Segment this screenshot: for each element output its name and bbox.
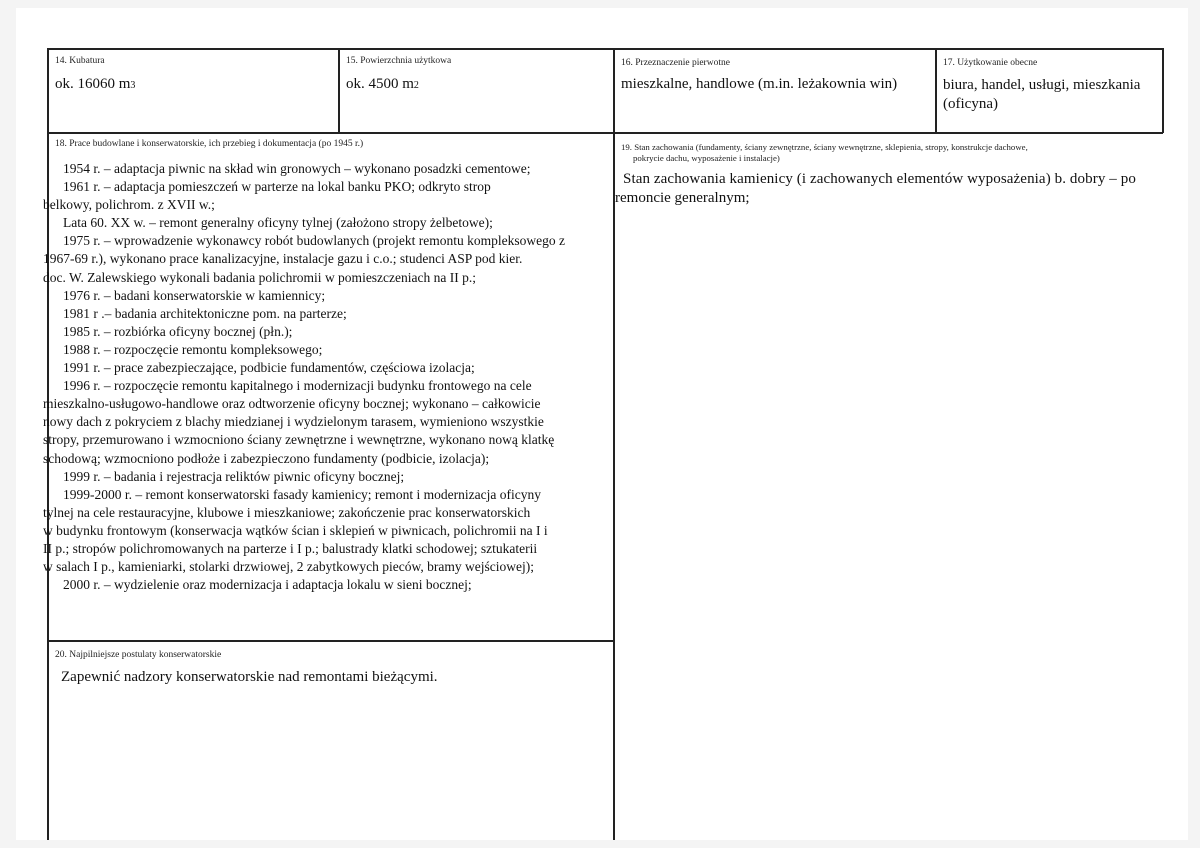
history-line: 1988 r. – rozpoczęcie remontu kompleksowego;	[63, 341, 323, 357]
field-19-label-line2: pokrycie dachu, wyposażenie i instalacje)	[633, 153, 780, 163]
history-line: belkowy, polichrom. z XVII w.;	[43, 197, 215, 213]
history-line: 1999 r. – badania i rejestracja reliktów piwnic oficyny bocznej;	[63, 468, 405, 484]
history-line: 1991 r. – prace zabezpieczające, podbicie fundamentów, częściowa izolacja;	[63, 360, 475, 376]
history-line: doc. W. Zalewskiego wykonali badania polichromii w pomieszczeniach na II p.;	[43, 269, 476, 285]
field-18-label: 18. Prace budowlane i konserwatorskie, ich przebieg i dokumentacja (po 1945 r.)	[55, 139, 364, 149]
field-16-value: mieszkalne, handlowe (m.in. leżakownia win)	[621, 76, 898, 92]
field-16-original-purpose	[615, 50, 934, 132]
field-15-label: 15. Powierzchnia użytkowa	[346, 56, 452, 66]
history-line: 1999-2000 r. – remont konserwatorski fasady kamienicy; remont i modernizacja oficyny	[63, 486, 541, 502]
field-19-value-line2: remoncie generalnym;	[615, 190, 750, 206]
field-18-history-list	[43, 160, 613, 594]
field-19-value-line1: Stan zachowania kamienicy (i zachowanych elementów wyposażenia) b. dobry – po	[623, 171, 1136, 187]
field-20-value: Zapewnić nadzory konserwatorskie nad remontami bieżącymi.	[61, 669, 438, 685]
history-line: w budynku frontowym (konserwacja wątków ścian i sklepień w piwnicach, polichromii na I i	[43, 522, 548, 538]
field-16-label: 16. Przeznaczenie pierwotne	[621, 58, 730, 68]
field-20-conservation-postulates	[49, 642, 613, 840]
history-line: stropy, przemurowano i wzmocniono ściany zewnętrzne i wewnętrzne, wykonano nową klatkę	[43, 432, 555, 448]
field-15-value: ok. 4500 m2	[346, 76, 419, 92]
field-17-value-line1: biura, handel, usługi, mieszkania	[943, 77, 1141, 93]
field-17-label: 17. Użytkowanie obecne	[943, 58, 1038, 68]
history-line: Lata 60. XX w. – remont generalny oficyny tylnej (założono stropy żelbetowe);	[63, 215, 493, 231]
field-17-value-line2: (oficyna)	[943, 96, 998, 112]
history-line: 1985 r. – rozbiórka oficyny bocznej (płn.);	[63, 323, 293, 339]
history-line: 1967-69 r.), wykonano prace kanalizacyjne, instalacje gazu i c.o.; studenci ASP pod kier.	[43, 251, 523, 267]
field-15-usable-area	[340, 50, 612, 132]
field-14-label: 14. Kubatura	[55, 56, 105, 66]
history-line: tylnej na cele restauracyjne, klubowe i mieszkaniowe; zakończenie prac konserwatorskich	[43, 504, 531, 520]
right-rule	[1162, 48, 1164, 133]
field-14-volume	[49, 50, 337, 132]
history-line: II p.; stropów polichromowanych na parterze i I p.; balustrady klatki schodowej; sztukaterii	[43, 540, 538, 556]
history-line: 1954 r. – adaptacja piwnic na skład win gronowych – wykonano posadzki cementowe;	[63, 161, 531, 176]
history-line: w salach I p., kamieniarki, stolarki drzwiowej, 2 zabytkowych pieców, bramy wejściowej);	[43, 559, 534, 575]
field-19-condition	[615, 134, 1162, 534]
history-line: mieszkalno-usługowo-handlowe oraz odtworzenie oficyny bocznej; wykonano – całkowicie	[43, 396, 541, 412]
history-line: schodową; wzmocniono podłoże i zabezpieczono fundamenty (podbicie, izolacja);	[43, 450, 490, 466]
history-line: nowy dach z pokryciem z blachy miedzianej i wydzielonym tarasem, wymieniono wszystkie	[43, 414, 544, 430]
history-line: 1975 r. – wprowadzenie wykonawcy robót budowlanych (projekt remontu kompleksowego z	[63, 233, 566, 249]
history-line: 2000 r. – wydzielenie oraz modernizacja i adaptacja lokalu w sieni bocznej;	[63, 577, 472, 593]
field-17-current-use	[937, 50, 1162, 132]
field-20-label: 20. Najpilniejsze postulaty konserwatorskie	[55, 650, 222, 660]
history-line: 1981 r .– badania architektoniczne pom. na parterze;	[63, 305, 347, 321]
field-19-label-line1: 19. Stan zachowania (fundamenty, ściany zewnętrzne, ściany wewnętrzne, sklepienia, stropy, konstrukcje dachowe,	[621, 142, 1028, 152]
history-line: 1996 r. – rozpoczęcie remontu kapitalnego i modernizacji budynku frontowego na cele	[63, 378, 532, 394]
history-line: 1976 r. – badani konserwatorskie w kamiennicy;	[63, 287, 326, 303]
field-14-value: ok. 16060 m3	[55, 76, 136, 92]
form-page	[16, 8, 1188, 840]
history-line: 1961 r. – adaptacja pomieszczeń w parterze na lokal banku PKO; odkryto strop	[63, 179, 491, 195]
